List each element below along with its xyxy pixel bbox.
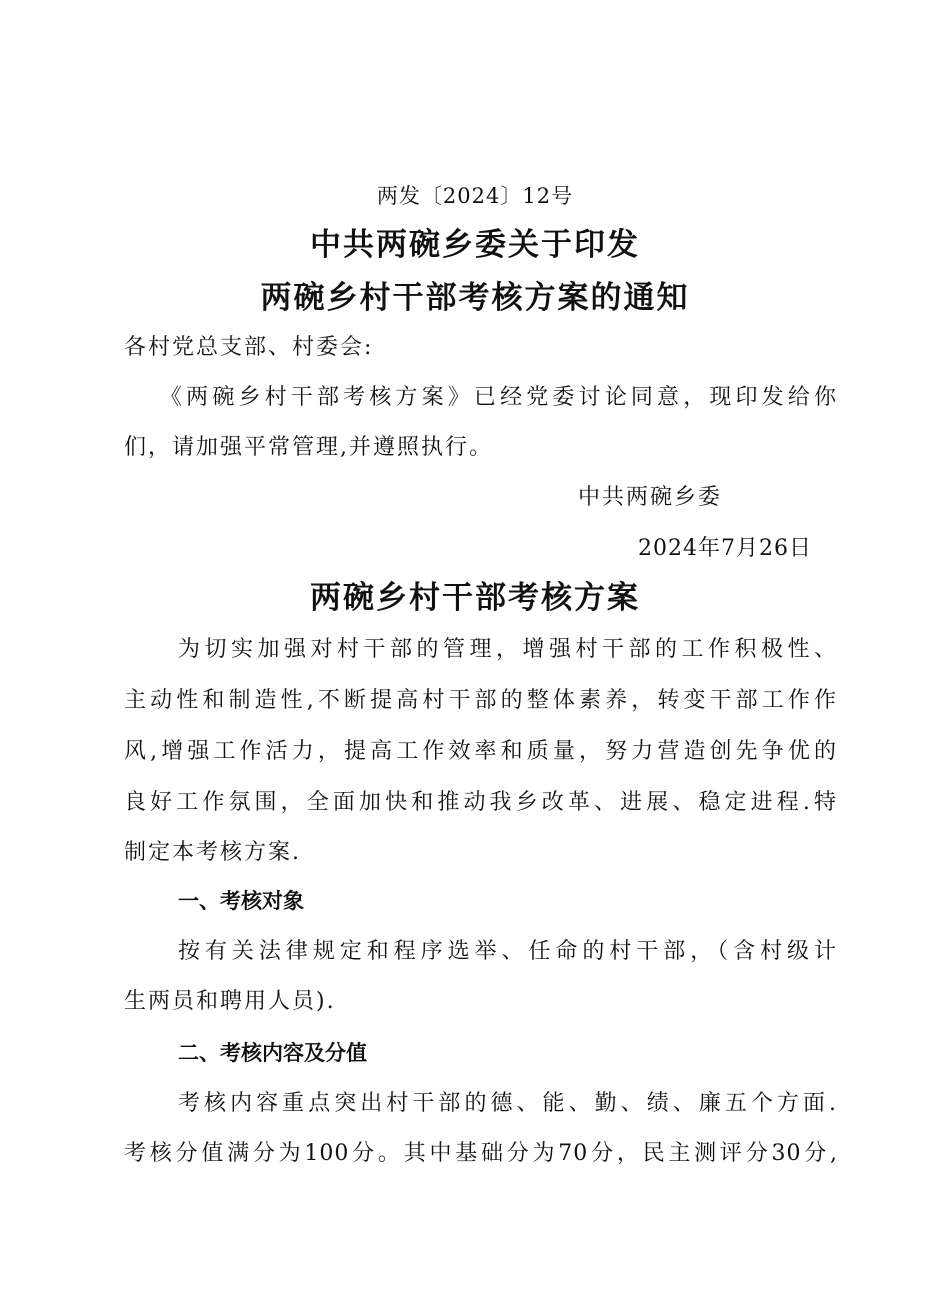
notice-line: 《两碗乡村干部考核方案》已经党委讨论同意，现印发给你 <box>160 385 838 410</box>
paragraph-line: 为切实加强对村干部的管理，增强村干部的工作积极性、 <box>178 637 838 662</box>
issue-date: 2024年7月26日 <box>638 536 812 561</box>
paragraph-line: 主动性和制造性,不断提高村干部的整体素养，转变干部工作作 <box>124 688 838 713</box>
document-number: 两发〔2024〕12号 <box>376 184 574 208</box>
section-heading-targets: 一、考核对象 <box>178 889 304 913</box>
paragraph-line: 考核分值满分为100分。其中基础分为70分，民主测评分30分, <box>124 1141 838 1166</box>
notice-line: 们，请加强平常管理,并遵照执行。 <box>124 435 493 460</box>
document-title-line-1: 中共两碗乡委关于印发 <box>310 227 640 263</box>
paragraph-line: 风,增强工作活力，提高工作效率和质量，努力营造创先争优的 <box>124 739 838 764</box>
paragraph-line: 生两员和聘用人员). <box>124 989 336 1014</box>
section-heading-content: 二、考核内容及分值 <box>178 1041 367 1065</box>
issuer-signature: 中共两碗乡委 <box>578 485 723 510</box>
paragraph-line: 良好工作氛围，全面加快和推动我乡改革、进展、稳定进程.特 <box>124 790 838 815</box>
plan-title: 两碗乡村干部考核方案 <box>310 580 640 616</box>
paragraph-line: 考核内容重点突出村干部的德、能、勤、绩、廉五个方面. <box>178 1091 838 1116</box>
paragraph-line: 按有关法律规定和程序选举、任命的村干部，（含村级计 <box>178 939 838 964</box>
paragraph-line: 制定本考核方案. <box>124 840 301 865</box>
salutation: 各村党总支部、村委会: <box>124 335 374 360</box>
document-title-line-2: 两碗乡村干部考核方案的通知 <box>260 280 690 316</box>
